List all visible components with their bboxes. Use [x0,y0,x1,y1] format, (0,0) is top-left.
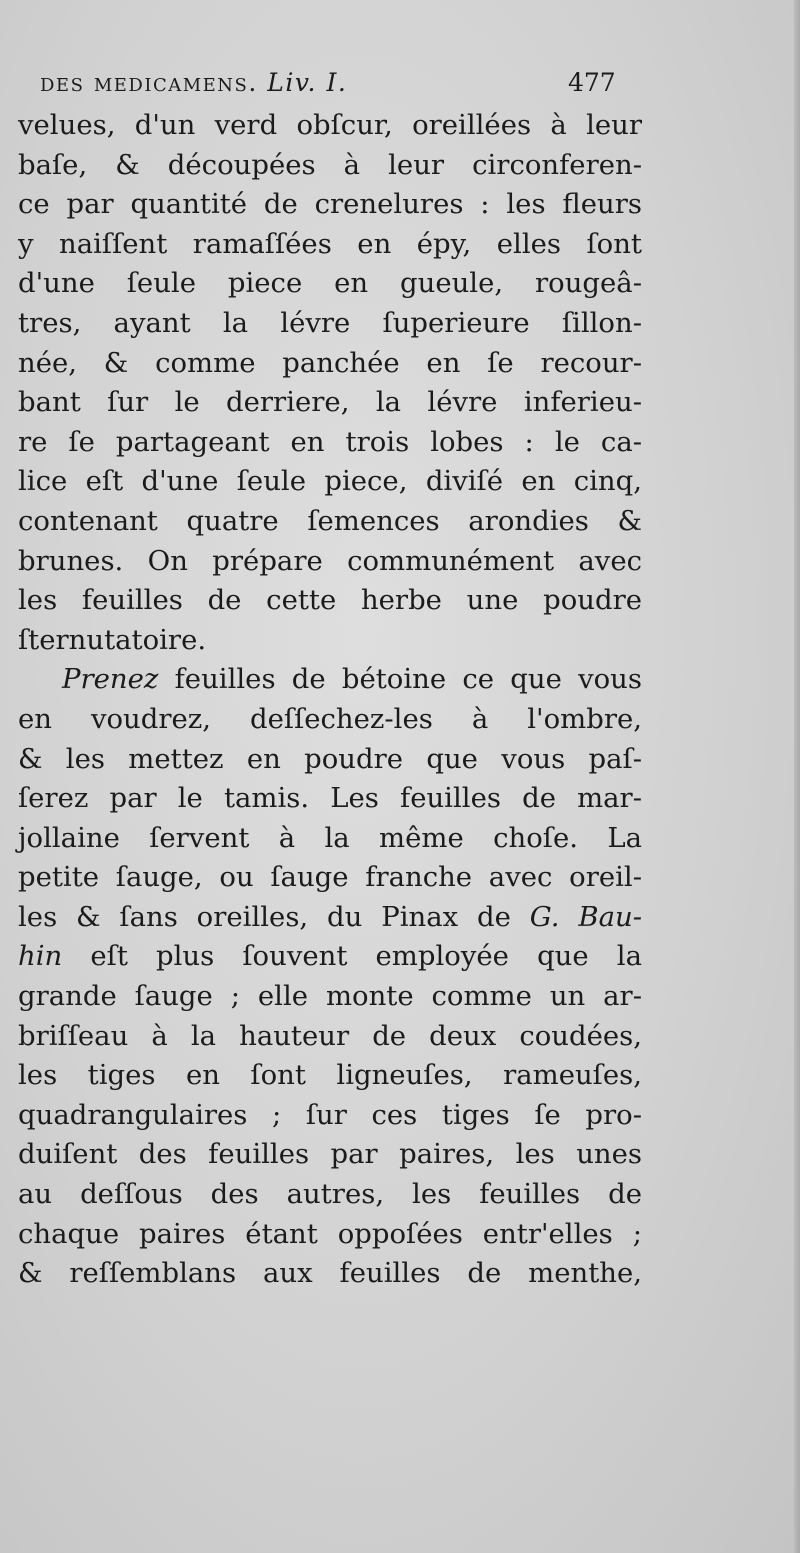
text-line: contenant quatre ſemences arondies & [18,504,642,537]
running-header [40,68,640,108]
italic-word: Prenez [62,663,159,696]
text-line: petite ſauge, ou ſauge franche avec oreil- [18,861,642,894]
body-text [18,106,642,1294]
text-line: née, & comme panchée en ſe recour- [18,346,642,379]
text-line: bant ſur le derriere, la lévre inferieu- [18,386,642,419]
line-text: feuilles de bétoine ce que vous [158,663,642,696]
text-line: & les mettez en poudre que vous paſ- [18,742,642,775]
italic-name: hin [18,940,63,973]
text-line: briſſeau à la hauteur de deux coudées, [18,1019,642,1052]
text-line: les tiges en ſont ligneuſes, rameuſes, [18,1059,642,1092]
running-title: des medicamens. [40,68,258,97]
text-line: d'une ſeule piece en gueule, rougeâ- [18,267,642,300]
line-text: les & ſans oreilles, du Pinax de [18,900,530,933]
text-line: jollaine ſervent à la même choſe. La [18,821,642,854]
text-line: ſternutatoire. [18,623,207,656]
text-line: grande ſauge ; elle monte comme un ar- [18,980,642,1013]
text-line: lice eſt d'une ſeule piece, diviſé en cinq, [18,465,642,498]
page-number: 477 [568,68,616,97]
page-edge [794,0,800,1553]
text-line: re ſe partageant en trois lobes : le ca- [18,425,642,458]
line-text: eſt plus ſouvent employée que la [62,940,642,973]
book-reference: Liv. I. [267,68,348,97]
text-line: quadrangulaires ; ſur ces tiges ſe pro- [18,1098,642,1131]
text-line: ce par quantité de crenelures : les fleurs [18,188,642,221]
text-line: tres, ayant la lévre ſuperieure ſillon- [18,306,642,339]
text-line [18,898,642,938]
text-line: duiſent des feuilles par paires, les unes [18,1138,642,1171]
text-line: baſe, & découpées à leur circonferen- [18,148,642,181]
text-line [18,660,642,700]
text-line: les feuilles de cette herbe une poudre [18,584,642,617]
italic-name: G. Bau- [529,900,642,933]
text-line: y naiſſent ramaſſées en épy, elles ſont [18,227,642,260]
text-line: en voudrez, deſſechez-les à l'ombre, [18,702,642,735]
text-line: & reſſemblans aux feuilles de menthe, [18,1257,642,1290]
text-line: ſerez par le tamis. Les feuilles de mar- [18,782,642,815]
text-line: velues, d'un verd obſcur, oreillées à leur [18,109,642,141]
text-line: brunes. On prépare communément avec [18,544,642,577]
text-line: au deſſous des autres, les feuilles de [18,1178,642,1211]
text-line: chaque paires étant oppoſées entr'elles ; [18,1217,642,1250]
text-line [18,937,642,977]
